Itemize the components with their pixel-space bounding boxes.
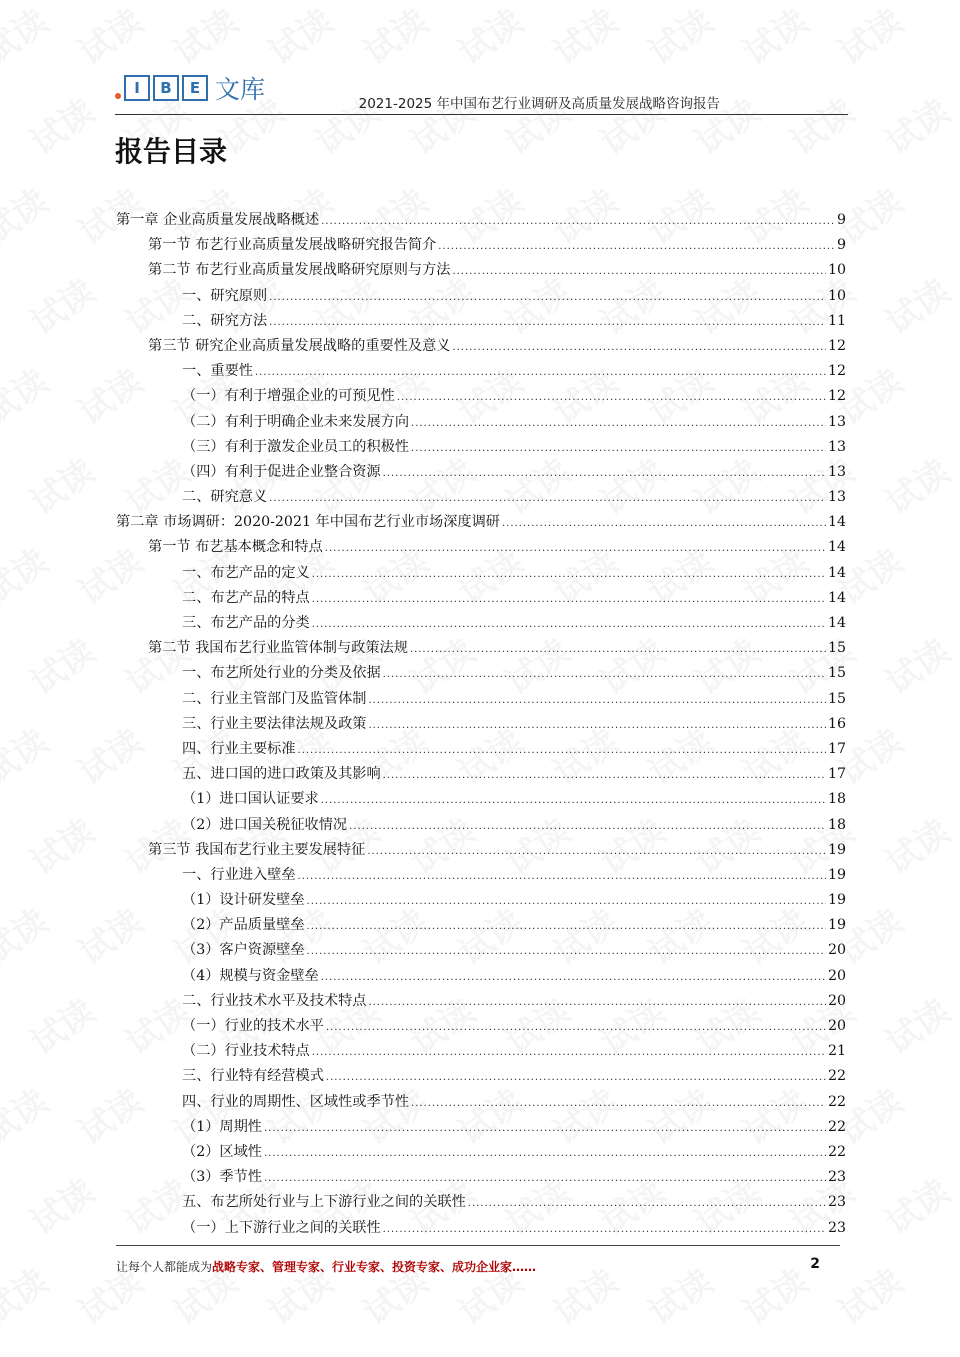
toc-entry-label: （一）有利于增强企业的可预见性 (182, 388, 395, 405)
page-title: 报告目录 (115, 135, 228, 168)
toc-dot-leader (452, 334, 825, 360)
toc-dot-leader (438, 233, 835, 259)
toc-entry[interactable] (116, 485, 846, 510)
watermark-text (874, 265, 958, 344)
toc-entry-label: 二、研究意义 (182, 489, 268, 506)
toc-dot-leader (326, 1064, 826, 1090)
watermark-text (0, 175, 56, 254)
toc-entry-page: 18 (827, 816, 846, 833)
toc-entry-label: 二、布艺产品的特点 (182, 589, 310, 606)
toc-entry-label: （4）规模与资金壁垒 (182, 967, 319, 984)
logo-mark-icon: B (153, 75, 179, 101)
toc-dot-leader (298, 737, 826, 763)
toc-entry-page: 14 (827, 539, 846, 556)
toc-entry-page: 19 (827, 917, 846, 934)
toc-entry-page: 17 (827, 740, 846, 757)
toc-entry[interactable] (116, 284, 846, 309)
toc-entry-label: （四）有利于促进企业整合资源 (182, 463, 381, 480)
toc-entry[interactable] (116, 712, 846, 737)
toc-dot-leader (264, 1140, 826, 1166)
toc-dot-leader (307, 913, 826, 939)
toc-entry-label: （三）有利于激发企业员工的积极性 (182, 438, 410, 455)
toc-dot-leader (321, 208, 835, 234)
toc-dot-leader (468, 1190, 826, 1216)
watermark-text (0, 1075, 56, 1154)
toc-dot-leader (368, 687, 825, 713)
watermark-text (0, 355, 56, 434)
toc-dot-leader (411, 435, 826, 461)
footer-slogan-roles: 战略专家、管理专家、行业专家、投资专家、成功企业家…… (212, 1260, 537, 1274)
toc-entry-label: （二）行业技术特点 (182, 1043, 310, 1060)
toc-entry-page: 19 (827, 866, 846, 883)
toc-dot-leader (269, 309, 826, 335)
toc-entry-page: 15 (827, 665, 846, 682)
toc-entry-label: （一）上下游行业之间的关联性 (182, 1219, 381, 1236)
toc-dot-leader (383, 661, 826, 687)
page-header (115, 62, 848, 116)
toc-entry[interactable] (116, 888, 846, 913)
toc-dot-leader (269, 485, 826, 511)
page-number: 2 (810, 1256, 820, 1272)
watermark-text (827, 1255, 911, 1334)
toc-entry-page: 14 (827, 564, 846, 581)
toc-entry-label: 二、行业主管部门及监管体制 (182, 690, 367, 707)
toc-entry[interactable] (116, 359, 846, 384)
toc-entry-label: 第一节 布艺基本概念和特点 (148, 539, 323, 556)
toc-entry-label: 一、行业进入壁垒 (182, 866, 296, 883)
watermark-text (874, 445, 958, 524)
toc-dot-leader (383, 460, 826, 486)
toc-entry[interactable] (116, 1039, 846, 1064)
toc-entry-label: （1）设计研发壁垒 (182, 892, 305, 909)
report-title: 2021-2025 年中国布艺行业调研及高质量发展战略咨询报告 (358, 96, 720, 112)
footer-divider (116, 1245, 840, 1246)
toc-dot-leader (411, 410, 826, 436)
watermark-text (0, 535, 56, 614)
logo-text: 文库 (215, 75, 266, 104)
toc-entry[interactable] (116, 535, 846, 560)
toc-entry[interactable] (116, 510, 846, 535)
toc-entry-page: 15 (827, 640, 846, 657)
toc-entry-label: 一、布艺所处行业的分类及依据 (182, 665, 381, 682)
watermark-text (19, 85, 103, 164)
toc-entry-page: 23 (827, 1219, 846, 1236)
toc-entry[interactable] (116, 787, 846, 812)
toc-dot-leader (410, 636, 826, 662)
watermark-text (874, 1165, 958, 1244)
toc-entry-label: （1）进口国认证要求 (182, 791, 319, 808)
toc-entry[interactable] (116, 687, 846, 712)
toc-entry-label: 五、布艺所处行业与上下游行业之间的关联性 (182, 1194, 466, 1211)
toc-entry-label: （2）进口国关税征收情况 (182, 816, 348, 833)
toc-entry-page: 19 (827, 841, 846, 858)
toc-entry[interactable] (116, 410, 846, 435)
toc-entry[interactable] (116, 661, 846, 686)
watermark-text (19, 445, 103, 524)
toc-entry-page: 20 (827, 1018, 846, 1034)
toc-entry-page: 22 (827, 1068, 846, 1085)
toc-entry[interactable] (116, 913, 846, 938)
toc-entry-page: 12 (827, 363, 846, 380)
toc-dot-leader (452, 258, 825, 284)
toc-entry[interactable] (116, 258, 846, 283)
toc-entry-label: 第三节 我国布艺行业主要发展特征 (148, 841, 366, 858)
watermark-text (19, 805, 103, 884)
toc-entry-label: 三、行业特有经营模式 (182, 1068, 324, 1085)
logo-mark-icon: I (124, 75, 150, 101)
toc-dot-leader (307, 938, 826, 964)
toc-entry[interactable] (116, 1140, 846, 1165)
toc-entry[interactable] (116, 1014, 846, 1039)
toc-entry-label: （3）客户资源壁垒 (182, 942, 305, 959)
toc-entry[interactable] (116, 636, 846, 661)
toc-entry[interactable] (116, 737, 846, 762)
watermark-text (874, 85, 958, 164)
toc-entry-page: 16 (827, 715, 846, 732)
toc-entry[interactable] (116, 1165, 846, 1190)
toc-entry[interactable] (116, 586, 846, 611)
toc-entry-label: 三、布艺产品的分类 (182, 615, 310, 631)
toc-dot-leader (397, 384, 826, 410)
toc-entry[interactable] (116, 208, 846, 233)
toc-entry-page: 14 (827, 514, 846, 531)
toc-entry[interactable] (116, 1190, 846, 1215)
toc-entry-label: 四、行业的周期性、区域性或季节性 (182, 1093, 410, 1110)
toc-entry-page: 10 (827, 287, 846, 304)
toc-entry-label: 第一节 布艺行业高质量发展战略研究报告简介 (148, 237, 437, 254)
toc-entry[interactable] (116, 1216, 846, 1241)
toc-entry-page: 9 (836, 212, 846, 228)
toc-dot-leader (383, 1216, 826, 1242)
toc-entry-page: 12 (827, 337, 846, 354)
toc-dot-leader (307, 888, 826, 914)
toc-dot-leader (368, 712, 825, 738)
toc-entry-page: 15 (827, 690, 846, 707)
toc-entry[interactable] (116, 938, 846, 963)
toc-entry-label: 第二节 布艺行业高质量发展战略研究原则与方法 (148, 262, 451, 279)
watermark-text (0, 1255, 56, 1334)
toc-entry-label: 第二节 我国布艺行业监管体制与政策法规 (148, 640, 408, 657)
toc-entry-page: 19 (827, 892, 846, 909)
toc-entry[interactable] (116, 611, 846, 636)
header-divider (115, 114, 848, 115)
toc-entry-label: 三、行业主要法律法规及政策 (182, 715, 367, 732)
toc-entry-page: 14 (827, 589, 846, 606)
toc-entry-page: 11 (827, 312, 846, 329)
toc-entry-label: （3）季节性 (182, 1169, 262, 1186)
watermark-text (0, 895, 56, 974)
toc-entry[interactable] (116, 334, 846, 359)
toc-entry-page: 17 (827, 766, 846, 783)
toc-entry-label: （2）产品质量壁垒 (182, 917, 305, 934)
watermark-text (874, 625, 958, 704)
watermark-text (19, 625, 103, 704)
toc-entry-page: 13 (827, 438, 846, 455)
watermark-text (19, 985, 103, 1064)
toc-entry-page: 23 (827, 1194, 846, 1211)
toc-entry[interactable] (116, 561, 846, 586)
toc-dot-leader (349, 813, 826, 839)
logo-dot-icon (115, 93, 121, 99)
toc-entry[interactable] (116, 233, 846, 258)
toc-entry[interactable] (116, 1064, 846, 1089)
toc-entry-label: 二、研究方法 (182, 312, 268, 329)
toc-entry-label: 五、进口国的进口政策及其影响 (182, 766, 381, 783)
toc-entry[interactable] (116, 1115, 846, 1140)
toc-entry-page: 20 (827, 967, 846, 984)
toc-dot-leader (264, 1165, 826, 1191)
toc-entry[interactable] (116, 813, 846, 838)
toc-entry-page: 13 (827, 489, 846, 506)
toc-entry[interactable] (116, 964, 846, 989)
toc-entry-label: （二）有利于明确企业未来发展方向 (182, 413, 410, 430)
toc-dot-leader (411, 1090, 826, 1116)
toc-entry-label: （2）区域性 (182, 1143, 262, 1160)
toc-entry-page: 13 (827, 463, 846, 480)
toc-dot-leader (312, 1039, 826, 1065)
toc-entry[interactable] (116, 384, 846, 409)
footer-slogan-prefix: 让每个人都能成为 (116, 1260, 213, 1274)
toc-entry-page: 14 (827, 615, 846, 631)
toc-dot-leader (312, 586, 826, 612)
toc-entry[interactable] (116, 838, 846, 863)
toc-entry-label: 二、行业技术水平及技术特点 (182, 992, 367, 1009)
toc-dot-leader (383, 762, 826, 788)
toc-entry-page: 21 (827, 1043, 846, 1060)
toc-dot-leader (321, 964, 826, 990)
watermark-text (0, 715, 56, 794)
toc-entry-page: 9 (836, 237, 846, 254)
toc-dot-leader (312, 611, 826, 637)
toc-entry[interactable] (116, 1090, 846, 1115)
toc-entry[interactable] (116, 762, 846, 787)
toc-entry-label: 四、行业主要标准 (182, 740, 296, 757)
toc-dot-leader (321, 787, 826, 813)
toc-dot-leader (264, 1115, 826, 1141)
toc-entry-page: 22 (827, 1118, 846, 1135)
toc-entry-page: 22 (827, 1093, 846, 1110)
watermark-text (0, 0, 56, 74)
toc-dot-leader (298, 863, 826, 889)
toc-entry[interactable] (116, 309, 846, 334)
toc-entry[interactable] (116, 863, 846, 888)
toc-dot-leader (367, 838, 826, 864)
toc-entry-page: 12 (827, 388, 846, 405)
toc-dot-leader (312, 561, 826, 587)
toc-entry-page: 20 (827, 992, 846, 1009)
watermark-text (19, 1165, 103, 1244)
toc-entry-page: 10 (827, 262, 846, 279)
toc-entry-page: 23 (827, 1169, 846, 1186)
logo (115, 70, 265, 106)
toc-entry-label: 一、布艺产品的定义 (182, 564, 310, 581)
toc-entry[interactable] (116, 435, 846, 460)
toc-entry[interactable] (116, 989, 846, 1014)
toc-dot-leader (325, 535, 826, 561)
table-of-contents (116, 208, 846, 1241)
watermark-text (874, 985, 958, 1064)
page-footer (116, 1258, 820, 1282)
toc-entry-label: 一、研究原则 (182, 287, 268, 304)
toc-entry-label: 第三节 研究企业高质量发展战略的重要性及意义 (148, 337, 451, 354)
toc-dot-leader (502, 510, 826, 536)
toc-entry-page: 20 (827, 942, 846, 959)
watermark-text (874, 805, 958, 884)
toc-entry[interactable] (116, 460, 846, 485)
toc-dot-leader (269, 284, 826, 310)
toc-entry-label: （一）行业的技术水平 (182, 1018, 324, 1034)
toc-dot-leader (326, 1014, 826, 1040)
toc-entry-label: 第一章 企业高质量发展战略概述 (116, 212, 320, 228)
toc-entry-label: （1）周期性 (182, 1118, 262, 1135)
toc-entry-page: 13 (827, 413, 846, 430)
toc-dot-leader (255, 359, 826, 385)
watermark-text (19, 265, 103, 344)
toc-dot-leader (368, 989, 825, 1015)
toc-entry-label: 第二章 市场调研：2020-2021 年中国布艺行业市场深度调研 (116, 514, 500, 531)
toc-entry-label: 一、重要性 (182, 363, 253, 380)
toc-entry-page: 18 (827, 791, 846, 808)
toc-entry-page: 22 (827, 1143, 846, 1160)
logo-mark-icon: E (182, 75, 208, 101)
